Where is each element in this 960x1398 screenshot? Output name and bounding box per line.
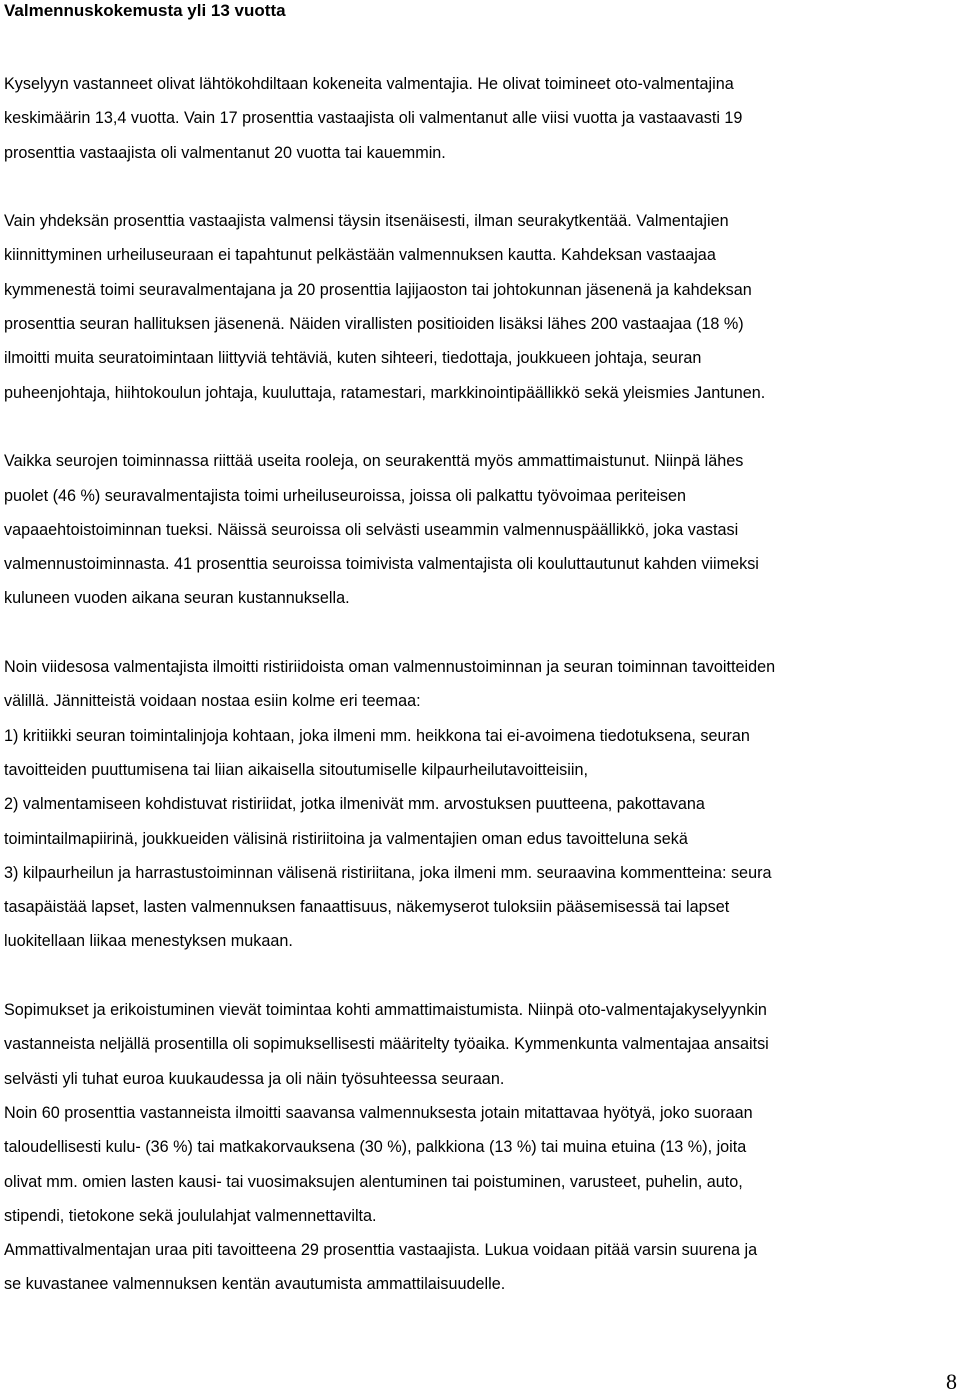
text-line: se kuvastanee valmennuksen kentän avautumista ammattilaisuudelle. <box>4 1275 506 1294</box>
document-page <box>4 0 949 1302</box>
text-line: prosenttia vastaajista oli valmentanut 20 vuotta tai kauemmin. <box>4 143 446 162</box>
paragraph-gap <box>4 616 949 650</box>
text-line: puolet (46 %) seuravalmentajista toimi urheiluseuroissa, joissa oli palkattu työvoimaa periteisen <box>4 486 687 505</box>
paragraph <box>4 204 949 410</box>
text-line: Noin viidesosa valmentajista ilmoitti ristiriidoista oman valmennustoiminnan ja seuran toiminnan tavoitteiden <box>4 658 776 677</box>
paragraph-gap <box>4 170 949 204</box>
text-line: Noin 60 prosenttia vastanneista ilmoitti saavansa valmennuksesta jotain mitattavaa hyötyä, joko suoraan <box>4 1103 753 1122</box>
text-line: puheenjohtaja, hiihtokoulun johtaja, kuuluttaja, ratamestari, markkinointipäällikkö sekä yleismies Jantunen. <box>4 383 766 402</box>
paragraph <box>4 444 949 615</box>
paragraph-gap <box>4 410 949 444</box>
text-line: Sopimukset ja erikoistuminen vievät toimintaa kohti ammattimaistumista. Niinpä oto-valmentajakyselyynkin <box>4 1001 767 1020</box>
text-line: 3) kilpaurheilun ja harrastustoiminnan välisenä ristiriitana, joka ilmeni mm. seuraavina kommentteina: seura <box>4 863 772 882</box>
paragraph-gap <box>4 959 949 993</box>
paragraph <box>4 650 949 959</box>
page-number: 8 <box>946 1369 957 1394</box>
text-line: Kyselyyn vastanneet olivat lähtökohdiltaan kokeneita valmentajia. He olivat toimineet oto-valmentajina <box>4 75 734 93</box>
text-line: luokitellaan liikaa menestyksen mukaan. <box>4 932 293 951</box>
section-heading: Valmennuskokemusta yli 13 vuotta <box>4 1 286 20</box>
text-line: Ammattivalmentajan uraa piti tavoitteena 29 prosenttia vastaajista. Lukua voidaan pitää varsin suurena ja <box>4 1241 758 1260</box>
text-line: kuluneen vuoden aikana seuran kustannuksella. <box>4 589 350 608</box>
text-line: ilmoitti muita seuratoimintaan liittyviä tehtäviä, kuten sihteeri, tiedottaja, joukkueen johtaja, seuran <box>4 349 702 368</box>
text-line: olivat mm. omien lasten kausi- tai vuosimaksujen alentuminen tai poistuminen, varusteet, puhelin, auto, <box>4 1172 743 1191</box>
paragraph-gap <box>4 22 949 67</box>
text-line: Vaikka seurojen toiminnassa riittää useita rooleja, on seurakenttä myös ammattimaistunut. Niinpä lähes <box>4 452 744 471</box>
text-line: tasapäistää lapset, lasten valmennuksen fanaattisuus, näkemyserot tuloksiin pääsemisessä tai lapset <box>4 898 730 917</box>
text-line: stipendi, tietokone sekä joululahjat valmennettavilta. <box>4 1206 377 1225</box>
text-line: prosenttia seuran hallituksen jäsenenä. Näiden virallisten positioiden lisäksi lähes 200 vastaajaa (18 %) <box>4 315 744 334</box>
body-text <box>4 22 949 1302</box>
text-line: toimintailmapiirinä, joukkueiden välisinä ristiriitoina ja valmentajien oman edus tavoitteluna sekä <box>4 829 688 848</box>
text-line: keskimäärin 13,4 vuotta. Vain 17 prosenttia vastaajista oli valmentanut alle viisi vuotta ja vastaavasti 19 <box>4 109 743 128</box>
text-line: taloudellisesti kulu- (36 %) tai matkakorvauksena (30 %), palkkiona (13 %) tai muina etuina (13 %), joita <box>4 1138 747 1157</box>
text-line: 1) kritiikki seuran toimintalinjoja kohtaan, joka ilmeni mm. heikkona tai ei-avoimena tiedotuksena, seuran <box>4 726 750 745</box>
text-line: välillä. Jännitteistä voidaan nostaa esiin kolme eri teemaa: <box>4 692 421 711</box>
text-line: tavoitteiden puuttumisena tai liian aikaisella sitoutumiselle kilpaurheilutavoitteisiin, <box>4 760 588 779</box>
text-line: vastanneista neljällä prosentilla oli sopimuksellisesti määritelty työaika. Kymmenkunta valmentajaa ansaitsi <box>4 1035 769 1054</box>
text-line: valmennustoiminnasta. 41 prosenttia seuroissa toimivista valmentajista oli kouluttautunut kahden viimeksi <box>4 555 759 574</box>
text-line: kymmenestä toimi seuravalmentajana ja 20 prosenttia lajijaoston tai johtokunnan jäsenenä ja kahdeksan <box>4 280 752 299</box>
text-line: 2) valmentamiseen kohdistuvat ristiriidat, jotka ilmenivät mm. arvostuksen puutteena, pakottavana <box>4 795 705 814</box>
text-line: vapaaehtoistoiminnan tueksi. Näissä seuroissa oli selvästi useammin valmennuspäällikkö, joka vastasi <box>4 520 739 539</box>
text-line: Vain yhdeksän prosenttia vastaajista valmensi täysin itsenäisesti, ilman seurakytkentää. Valmentajien <box>4 212 729 231</box>
paragraph <box>4 67 949 170</box>
text-line: selvästi yli tuhat euroa kuukaudessa ja oli näin työsuhteessa seuraan. <box>4 1069 505 1088</box>
text-line: kiinnittyminen urheiluseuraan ei tapahtunut pelkästään valmennuksen kautta. Kahdeksan vastaajaa <box>4 246 716 265</box>
paragraph <box>4 993 949 1302</box>
